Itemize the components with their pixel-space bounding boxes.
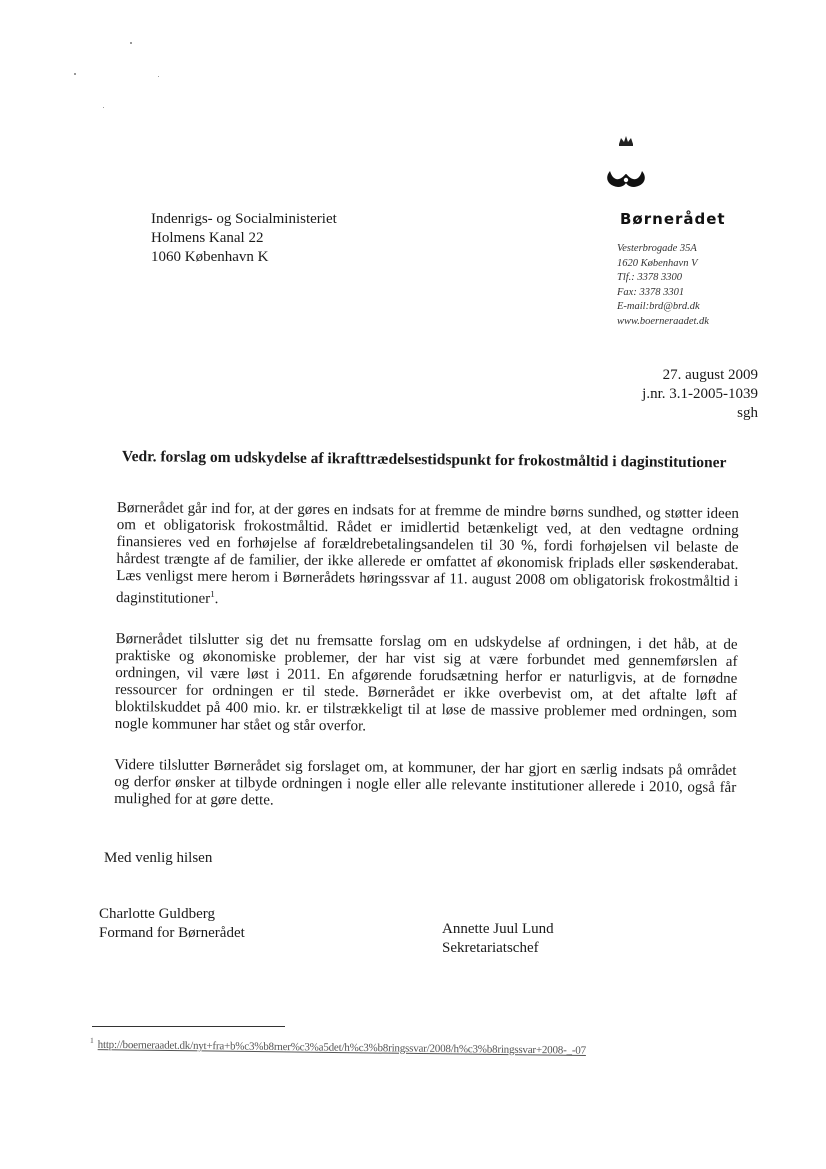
footnote-reference: 1 bbox=[210, 588, 215, 599]
email-address: E-mail:brd@brd.dk bbox=[617, 301, 700, 312]
recipient-address bbox=[151, 210, 337, 267]
body-paragraph: Børnerådet går ind for, at der gøres en indsats for at fremme de mindre børns sundhed, og støtter ideen om et obligatorisk frokostmåltid. Rådet er imidlertid betænkeligt ved, at den vedtagne ordning finansieres ved en forhøjelse af forældrebetalingsandelen til 30 %, fordi forhøjelsen vil belaste de hårdest trængte af de familier, der ikke allerede er omfattet af økonomisk friplads eller søskenderabat. Læs venligst mere herom i Børnerådets høringssvar af 11. august 2008 om obligatorisk frokostmåltid i daginstitutioner$^1$. bbox=[115, 500, 739, 607]
author-initials: sgh bbox=[737, 405, 758, 421]
recipient-line: Indenrigs- og Socialministeriet bbox=[151, 211, 337, 227]
letter-meta bbox=[642, 366, 758, 423]
letter-body bbox=[114, 500, 739, 838]
phone-number: Tlf.: 3378 3300 bbox=[617, 272, 683, 283]
fax-number: Fax: 3378 3301 bbox=[617, 286, 685, 298]
signatory-title: Formand for Børnerådet bbox=[99, 925, 245, 941]
website-address: www.boerneraadet.dk bbox=[617, 315, 709, 327]
footnote bbox=[90, 1036, 586, 1057]
crown-icon bbox=[619, 136, 633, 146]
letter-subject: Vedr. forslag om udskydelse af ikrafttrædelsestidspunkt for frokostmåltid i daginstitutioner bbox=[121, 448, 727, 472]
recipient-line: 1060 København K bbox=[151, 249, 269, 265]
address-city: 1620 København V bbox=[617, 257, 698, 269]
signatory-title: Sekretariatschef bbox=[442, 940, 539, 956]
address-street: Vesterbrogade 35A bbox=[617, 243, 697, 254]
signatory-chair bbox=[99, 905, 245, 943]
journal-number: j.nr. 3.1-2005-1039 bbox=[642, 386, 758, 402]
borneradet-logo bbox=[596, 130, 656, 200]
signatory-name: Charlotte Guldberg bbox=[99, 906, 215, 922]
organization-name: Børnerådet bbox=[620, 210, 726, 228]
recipient-line: Holmens Kanal 22 bbox=[151, 230, 264, 246]
footnote-divider bbox=[92, 1026, 285, 1027]
body-paragraph: Videre tilslutter Børnerådet sig forslaget om, at kommuner, der har gjort en særlig indsats på området og derfor ønsker at tilbyde ordningen i nogle eller alle relevante institutioner allerede i 2010, også får mulighed for at gøre dette. bbox=[114, 756, 737, 809]
footnote-link[interactable]: http://boerneraadet.dk/nyt+fra+b%c3%b8rner%c3%a5det/h%c3%b8ringssvar/2008/h%c3%b8ringssvar+2008-_-07 bbox=[97, 1038, 587, 1057]
organization-contact bbox=[617, 242, 709, 329]
body-paragraph: Børnerådet tilslutter sig det nu fremsatte forslag om en udskydelse af ordningen, i det håb, at de praktiske og økonomiske problemer, der har vist sig at være forbundet med gennemførslen af ordningen, vil være løst i 2011. En afgørende forudsætning herfor er naturligvis, at de fornødne ressourcer for ordningen er til stede. Børnerådet er ikke overbevist om, at det aftalte løft af bloktilskuddet på 400 mio. kr. er tilstrækkeligt til at løse de massive problemer med ordningen, som nogle kommuner har stået og står overfor. bbox=[114, 630, 738, 735]
borneradet-logo-icon bbox=[596, 130, 656, 200]
letter-date: 27. august 2009 bbox=[662, 367, 758, 383]
footnote-marker: 1 bbox=[89, 1036, 94, 1046]
signatory-name: Annette Juul Lund bbox=[442, 921, 554, 937]
closing-greeting: Med venlig hilsen bbox=[104, 850, 213, 866]
signatory-secretariat bbox=[442, 920, 554, 958]
